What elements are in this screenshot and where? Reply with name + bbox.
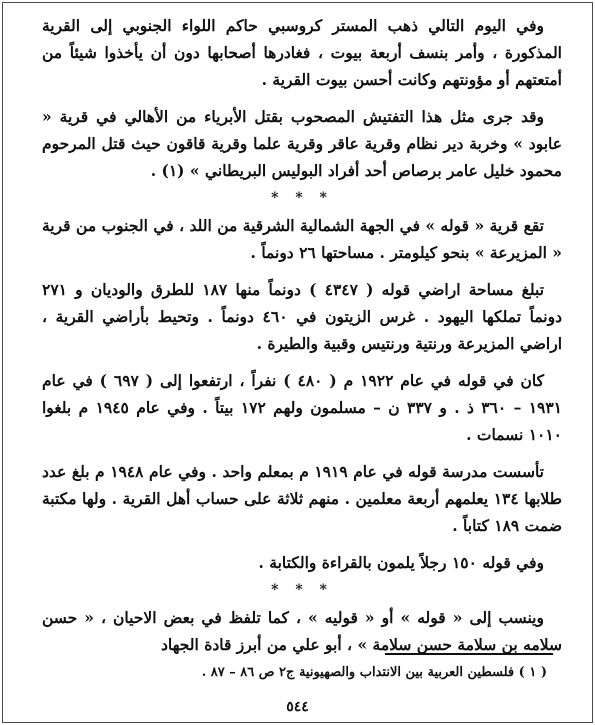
document-body [42, 12, 562, 658]
paragraph-5: كان في قوله في عام ١٩٢٢ م ( ٤٨٠ ) نفراً ، ارتفعوا إلى ( ٦٩٧ ) في عام ١٩٣١ – ٣٦٠ ذ . و ٣٣٧ ن – مسلمون ولهم ١٧٢ بيتاً . وفي عام ١٩٤٥ م بلغوا ١٠١٠ نسمات . [42, 371, 562, 444]
paragraph-2: وقد جرى مثل هذا التفتيش المصحوب بقتل الأبرياء من الأهالي في قرية « عابود » وخربة دير نظام وقرية عاقر وقرية علما وقرية قاقون حيث قتل المرحوم محمود خليل عامر برصاص أحد أفراد البوليس البريطاني » (١) . [42, 107, 562, 180]
paragraph-1: وفي اليوم التالي ذهب المستر كروسبي حاكم اللواء الجنوبي إلى القرية المذكورة ، وأمر بنسف أربعة بيوت ، فغادرها أصحابها دون أن يأخذوا شيئاً من أمتعتهم أو مؤونتهم وكانت أحسن بيوت القرية . [42, 16, 562, 89]
paragraph-3: تقع قرية « قوله » في الجهة الشمالية الشرقية من اللد ، في الجنوب من قرية « المزيرعة » بنحو كيلومتر . مساحتها ٢٦ دونماً . [42, 216, 562, 262]
page-number: ٥٤٤ [286, 699, 309, 715]
footnote-rule [385, 653, 553, 655]
paragraph-4: تبلغ مساحة اراضي قوله ( ٤٣٤٧ ) دونماً منها ١٨٧ للطرق والوديان و ٢٧١ دونماً تملكها اليهود . غرس الزيتون في ٤٦٠ دونماً . وتحيط بأراضي القرية ، اراضي المزيرعة ورنتية ورنتيس وقبية والطيرة . [42, 280, 562, 353]
footnote: ( ١ ) فلسطين العربية بين الانتداب والصهيونية ج٢ ص ٨٦ – ٨٧ . [201, 665, 547, 680]
section-separator: * * * [271, 190, 333, 206]
paragraph-7: وفي قوله ١٥٠ رجلاً يلمون بالقراءة والكتابة . [258, 553, 544, 572]
section-separator-2: * * * [271, 582, 333, 598]
paragraph-8: وينسب إلى « قوله » أو « قوليه » ، كما تلفظ في بعض الاحيان ، « حسن سلامه بن سلامة حسن سلامة » ، أبو علي من أبرز قادة الجهاد [42, 608, 562, 654]
paragraph-6: تأسست مدرسة قوله في عام ١٩١٩ م بمعلم واحد . وفي عام ١٩٤٨ م بلغ عدد طلابها ١٣٤ يعلمهم أربعة معلمين . منهم ثلاثة على حساب أهل القرية . ولها مكتبة ضمت ١٨٩ كتاباً . [42, 462, 562, 535]
